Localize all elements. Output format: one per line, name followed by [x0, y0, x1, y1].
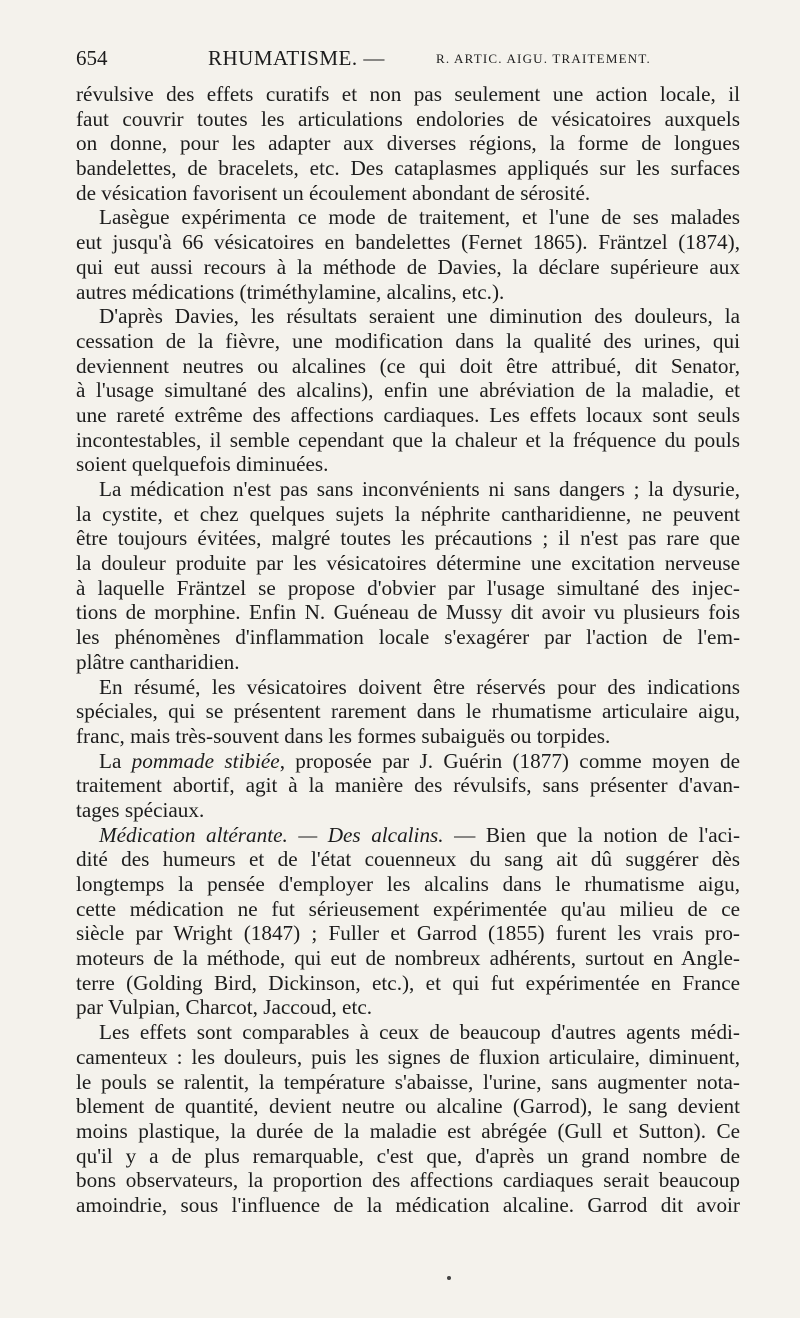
- text-line: D'après Davies, les résultats seraient une diminution des douleurs, la: [99, 304, 740, 329]
- text-line: à laquelle Fräntzel se propose d'obvier par l'usage simultané des injec-: [76, 575, 740, 600]
- text-line: camenteux : les douleurs, puis les signes de fluxion articulaire, diminuent,: [76, 1044, 740, 1069]
- text-line: la douleur produite par les vésicatoires détermine une excitation nerveuse: [76, 551, 740, 576]
- text-line: tages spéciaux.: [76, 797, 205, 822]
- text-line: à l'usage simultané des alcalins), enfin une abréviation de la maladie, et: [76, 378, 740, 403]
- text-line: la cystite, et chez quelques sujets la néphrite cantharidienne, ne peuvent: [76, 501, 740, 526]
- text-line: amoindrie, sous l'influence de la médication alcaline. Garrod dit avoir: [76, 1192, 740, 1217]
- text-line: La médication n'est pas sans inconvénients ni sans dangers ; la dysurie,: [99, 477, 740, 501]
- text-line: tions de morphine. Enfin N. Guéneau de Mussy dit avoir vu plusieurs fois: [76, 600, 740, 625]
- text-line: bandelettes, de bracelets, etc. Des cataplasmes appliqués sur les surfaces: [76, 156, 740, 181]
- text-line: moins plastique, la durée de la maladie est abrégée (Gull et Sutton). Ce: [76, 1118, 740, 1143]
- text-line: cette médication ne fut sérieusement expérimentée qu'au milieu de ce: [76, 896, 740, 921]
- text-line: eut jusqu'à 66 vésicatoires en bandelettes (Fernet 1865). Fräntzel (1874),: [76, 230, 740, 255]
- text-line: En résumé, les vésicatoires doivent être réservés pour des indications: [99, 674, 740, 699]
- text-line: blement de quantité, devient neutre ou alcaline (Garrod), le sang devient: [76, 1094, 740, 1119]
- text-line: les phénomènes d'inflammation locale s'exagérer par l'action de l'em-: [76, 625, 740, 650]
- text-line: [76, 823, 740, 848]
- text-line: révulsive des effets curatifs et non pas seulement une action locale, il: [76, 82, 740, 106]
- text-line: moteurs de la méthode, qui eut de nombreux adhérents, surtout en Angle-: [76, 946, 740, 971]
- text-line: être toujours évitées, malgré toutes les précautions ; il n'est pas rare que: [76, 526, 740, 551]
- text-line: bons observateurs, la proportion des affections cardiaques serait beaucoup: [76, 1168, 740, 1193]
- text-line: par Vulpian, Charcot, Jaccoud, etc.: [76, 995, 373, 1020]
- italic-phrase: pommade stibiée: [131, 748, 280, 773]
- italic-phrase: Médication altérante. — Des alcalins.: [99, 822, 444, 847]
- running-subtitle: R. ARTIC. AIGU. TRAITEMENT.: [436, 51, 651, 66]
- text-line: spéciales, qui se présentent rarement dans le rhumatisme articulaire aigu,: [76, 699, 740, 724]
- body-text: [76, 82, 740, 1218]
- text-line: Les effets sont comparables à ceux de beaucoup d'autres agents médi-: [99, 1020, 740, 1045]
- running-header: [76, 46, 740, 78]
- text-line: Lasègue expérimenta ce mode de traitement, et l'une de ses malades: [99, 205, 740, 230]
- text-line: plâtre cantharidien.: [76, 649, 240, 674]
- text-run: La: [99, 748, 132, 773]
- text-line: faut couvrir toutes les articulations endolories de vésicatoires auxquels: [76, 106, 740, 131]
- text-run: , proposée par J. Guérin (1877) comme moyen de: [279, 748, 740, 773]
- text-line: cessation de la fièvre, une modification dans la qualité des urines, qui: [76, 328, 740, 353]
- text-line: soient quelquefois diminuées.: [76, 452, 329, 477]
- text-line: terre (Golding Bird, Dickinson, etc.), et qui fut expérimentée en France: [76, 970, 740, 995]
- text-line: qui eut aussi recours à la méthode de Davies, la déclare supérieure aux: [76, 254, 740, 279]
- text-line: qu'il y a de plus remarquable, c'est que, d'après un grand nombre de: [76, 1143, 740, 1168]
- page-number: 654: [76, 46, 108, 70]
- text-line: on donne, pour les adapter aux diverses régions, la forme de longues: [76, 131, 740, 156]
- text-line: autres médications (triméthylamine, alcalins, etc.).: [76, 279, 505, 304]
- text-line: [76, 749, 740, 774]
- print-speck: [447, 1276, 451, 1280]
- text-line: de vésication favorisent un écoulement abondant de sérosité.: [76, 180, 591, 205]
- text-line: deviennent neutres ou alcalines (ce qui doit être attribué, dit Senator,: [76, 353, 740, 378]
- text-line: le pouls se ralentit, la température s'abaisse, l'urine, sans augmenter nota-: [76, 1069, 740, 1094]
- text-line: franc, mais très-souvent dans les formes subaiguës ou torpides.: [76, 723, 611, 748]
- text-line: siècle par Wright (1847) ; Fuller et Garrod (1855) furent les vrais pro-: [76, 921, 740, 946]
- running-title: RHUMATISME. —: [208, 46, 385, 70]
- text-line: dité des humeurs et de l'état couenneux du sang ait dû suggérer dès: [76, 847, 740, 872]
- text-line: longtemps la pensée d'employer les alcalins dans le rhumatisme aigu,: [76, 872, 740, 896]
- text-line: une rareté extrême des affections cardiaques. Les effets locaux sont seuls: [76, 402, 740, 427]
- text-line: incontestables, il semble cependant que la chaleur et la fréquence du pouls: [76, 427, 740, 452]
- text-run: — Bien que la notion de l'aci-: [443, 822, 740, 847]
- text-line: traitement abortif, agit à la manière des révulsifs, sans présenter d'avan-: [76, 773, 740, 798]
